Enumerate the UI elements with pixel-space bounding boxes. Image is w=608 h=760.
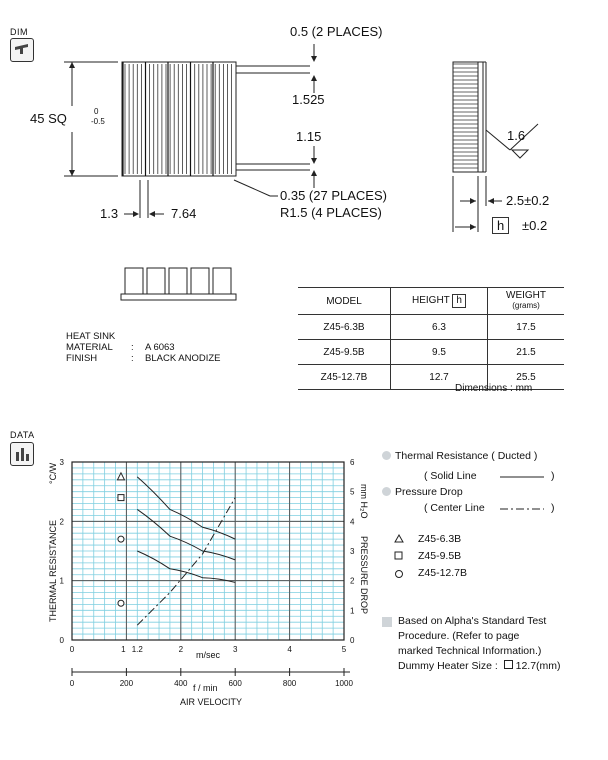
- dim-45sq: 45 SQ: [30, 111, 67, 126]
- dim-16: 1.6: [507, 128, 526, 143]
- note-line-2: Procedure. (Refer to page: [398, 630, 520, 642]
- legend-center: ( Center Line: [424, 502, 485, 514]
- dim-25: 2.5±0.2: [506, 193, 550, 208]
- dim-1525: 1.525: [292, 92, 325, 107]
- bullet-icon: [382, 487, 391, 496]
- marker-square: [118, 495, 124, 501]
- x-bottom-tick: 0: [69, 679, 75, 688]
- legend-model-2: Z45-9.5B: [418, 550, 462, 562]
- note-heater-label: Dummy Heater Size :: [398, 660, 498, 672]
- dim-tag: DIM: [10, 27, 28, 37]
- row-model: Z45-12.7B: [298, 365, 391, 390]
- square-icon: [395, 552, 402, 559]
- header-weight-label: WEIGHT: [506, 290, 546, 301]
- x-bottom-tick: 800: [282, 679, 297, 688]
- solid-line-icon: [500, 473, 546, 481]
- y-left-tick: 1: [59, 576, 64, 586]
- y-left-label: THERMAL RESISTANCE: [48, 519, 58, 622]
- header-model: MODEL: [298, 288, 391, 315]
- legend-thermal: [382, 450, 537, 462]
- x-bottom-tick: 1000: [335, 679, 353, 688]
- triangle-icon: [395, 535, 403, 542]
- square-icon: [504, 660, 513, 669]
- y-left-tick: 3: [59, 458, 64, 467]
- legend-solid-close: ): [551, 470, 555, 482]
- header-height-box: h: [452, 294, 466, 308]
- heatsink-title: HEAT SINK: [66, 331, 116, 342]
- material-label: MATERIAL: [66, 342, 113, 353]
- spec-table-header: [298, 288, 564, 315]
- y-right-tick: 6: [350, 458, 355, 467]
- x-axis-title: AIR VELOCITY: [180, 697, 243, 707]
- x-top-tick: 2: [178, 645, 184, 654]
- row-height: 6.3: [391, 315, 488, 340]
- y-right-unit: mm H₂O: [359, 484, 369, 519]
- y-right-tick: 3: [350, 547, 355, 556]
- note-line-1: Based on Alpha's Standard Test: [398, 615, 547, 627]
- legend-model-3: Z45-12.7B: [418, 567, 468, 579]
- chart-grid: [72, 462, 344, 640]
- x-top-tick: 0: [69, 645, 75, 654]
- row-height: 9.5: [391, 340, 488, 365]
- dashed-line-icon: [500, 505, 546, 513]
- header-height: [391, 288, 488, 315]
- x-bottom-tick: 400: [174, 679, 188, 688]
- x-top-unit: m/sec: [196, 650, 221, 660]
- tol-lower: -0.5: [91, 117, 105, 126]
- finish-value: BLACK ANODIZE: [145, 353, 221, 364]
- row-model: Z45-6.3B: [298, 315, 391, 340]
- legend-solid: ( Solid Line: [424, 470, 477, 482]
- row-weight: 25.5: [488, 365, 565, 390]
- x-top-tick: 3: [232, 645, 238, 654]
- legend-pressure: [382, 486, 463, 498]
- dim-radius-places: R1.5 (4 PLACES): [280, 205, 382, 220]
- spec-table: [298, 287, 564, 390]
- note-heater-size: 12.7(mm): [515, 660, 561, 672]
- finish-label: FINISH: [66, 353, 98, 364]
- legend-markers: [393, 534, 405, 582]
- row-height: 12.7: [391, 365, 488, 390]
- dim-13: 1.3: [100, 206, 119, 221]
- x-top-tick: 1.2: [131, 645, 143, 654]
- x-bottom-tick: 600: [228, 679, 242, 688]
- y-right-tick: 5: [350, 487, 355, 497]
- dim-fin-places: 0.35 (27 PLACES): [280, 188, 387, 203]
- y-right-tick: 0: [350, 636, 355, 645]
- note-line-4: [398, 660, 561, 672]
- series-z45-6-3b: [137, 477, 235, 539]
- legend-model-1: Z45-6.3B: [418, 533, 462, 545]
- x-top-tick: 5: [341, 645, 347, 654]
- note-line-3: marked Technical Information.): [398, 645, 542, 657]
- x-top-tick: 1: [121, 645, 126, 654]
- series-pressure-drop: [137, 498, 235, 626]
- row-weight: 17.5: [488, 315, 565, 340]
- dim-h-tol: ±0.2: [522, 218, 548, 233]
- dim-h-box: h: [492, 217, 509, 234]
- marker-circle: [118, 536, 124, 542]
- y-left-unit: °C/W: [48, 462, 58, 484]
- units-note: Dimensions : mm: [455, 383, 533, 394]
- bullet-icon: [382, 451, 391, 460]
- header-weight: [488, 288, 565, 315]
- note-bullet-icon: [382, 617, 392, 627]
- data-tag: DATA: [10, 430, 35, 440]
- marker-circle: [118, 600, 124, 606]
- x-bottom-tick: 200: [119, 679, 134, 688]
- y-right-tick: 4: [350, 517, 355, 527]
- legend-pressure-label: Pressure Drop: [395, 486, 463, 498]
- row-model: Z45-9.5B: [298, 340, 391, 365]
- x-bottom-unit: f / min: [193, 683, 218, 693]
- y-right-tick: 1: [350, 606, 355, 616]
- dim-764: 7.64: [171, 206, 197, 221]
- header-height-label: HEIGHT: [412, 295, 450, 306]
- header-weight-unit: (grams): [512, 301, 540, 310]
- material-value: A 6063: [145, 342, 175, 353]
- row-weight: 21.5: [488, 340, 565, 365]
- x-top-tick: 4: [287, 645, 292, 654]
- series-z45-12-7b: [137, 551, 235, 582]
- dim-115: 1.15: [296, 129, 322, 144]
- table-row: [298, 315, 564, 340]
- legend-center-close: ): [551, 502, 555, 514]
- y-right-label: PRESSURE DROP: [359, 536, 369, 615]
- y-right-tick: 2: [350, 576, 355, 586]
- y-left-tick: 2: [59, 517, 64, 527]
- table-row: [298, 340, 564, 365]
- finish-colon: :: [131, 353, 134, 364]
- legend-thermal-label: Thermal Resistance ( Ducted ): [395, 450, 538, 462]
- y-left-tick: 0: [59, 636, 64, 645]
- material-colon: :: [131, 342, 134, 353]
- tol-upper: 0: [94, 107, 99, 116]
- dim-places-note: 0.5 (2 PLACES): [290, 24, 383, 39]
- circle-icon: [396, 571, 403, 578]
